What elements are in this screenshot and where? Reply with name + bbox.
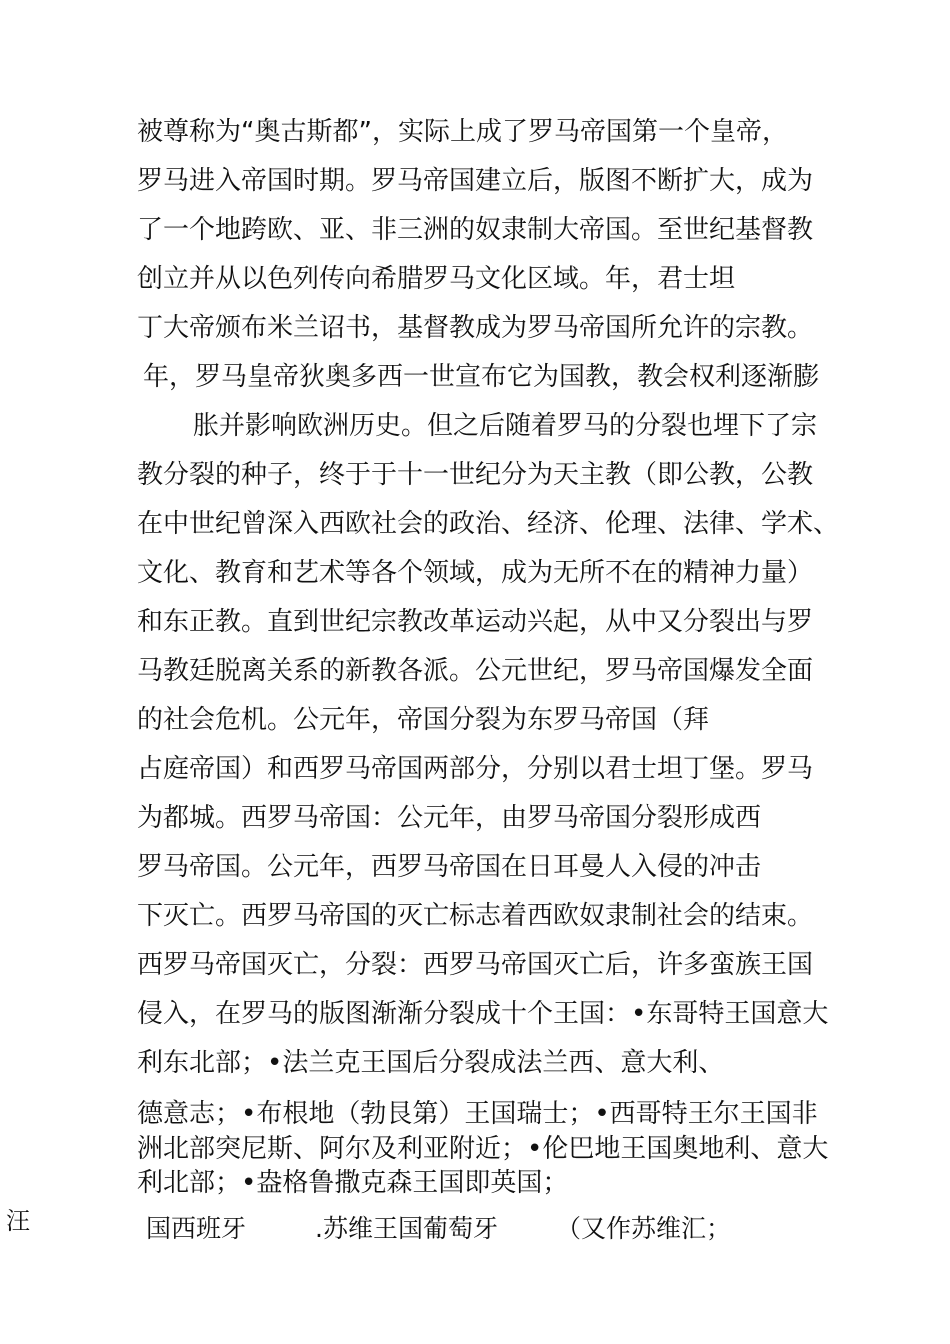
- text-line: 西罗马帝国灭亡，分裂：西罗马帝国灭亡后，许多蛮族王国: [137, 950, 814, 980]
- text-line: 胀并影响欧洲历史。但之后随着罗马的分裂也埋下了宗: [193, 411, 818, 441]
- margin-character: 汪: [6, 1207, 30, 1235]
- bottom-fragment: （又作苏维汇；: [556, 1214, 732, 1243]
- text-line: 侵入，在罗马的版图渐渐分裂成十个王国：•东哥特王国意大: [137, 999, 829, 1029]
- text-line: 为都城。西罗马帝国：公元年，由罗马帝国分裂形成西: [137, 803, 762, 833]
- text-line: 德意志；•布根地（勃艮第）王国瑞士；•西哥特王尔王国非: [137, 1099, 818, 1129]
- text-line: 的社会危机。公元年，帝国分裂为东罗马帝国（拜: [137, 705, 710, 735]
- text-line: 下灭亡。西罗马帝国的灭亡标志着西欧奴隶制社会的结束。: [137, 901, 814, 931]
- bottom-fragment: .苏维王国葡萄牙: [315, 1214, 498, 1243]
- text-line: 被尊称为“奥古斯都”，实际上成了罗马帝国第一个皇帝，: [137, 117, 788, 147]
- text-line: 罗马帝国。公元年，西罗马帝国在日耳曼人入侵的冲击: [137, 852, 762, 882]
- text-line: 创立并从以色列传向希腊罗马文化区域。年，君士坦: [137, 264, 736, 294]
- text-line: 在中世纪曾深入西欧社会的政治、经济、伦理、法律、学术、: [137, 509, 840, 539]
- text-line: 占庭帝国）和西罗马帝国两部分，分别以君士坦丁堡。罗马: [137, 754, 814, 784]
- text-line: 丁大帝颁布米兰诏书，基督教成为罗马帝国所允许的宗教。: [137, 313, 814, 343]
- text-line: 洲北部突尼斯、阿尔及利亚附近；•伦巴地王国奥地利、意大: [137, 1134, 829, 1164]
- text-line: 利北部；•盎格鲁撒克森王国即英国；: [137, 1168, 569, 1198]
- text-line: 利东北部；•法兰克王国后分裂成法兰西、意大利、: [137, 1048, 725, 1078]
- text-line: 文化、教育和艺术等各个领域，成为无所不在的精神力量）: [137, 558, 814, 588]
- bottom-fragment: 国西班牙: [146, 1214, 247, 1243]
- text-line: 年，罗马皇帝狄奥多西一世宣布它为国教，教会权利逐渐膨: [143, 362, 820, 392]
- text-line: 罗马进入帝国时期。罗马帝国建立后，版图不断扩大，成为: [137, 166, 814, 196]
- text-line: 马教廷脱离关系的新教各派。公元世纪，罗马帝国爆发全面: [137, 656, 814, 686]
- text-line: 教分裂的种子，终于于十一世纪分为天主教（即公教，公教: [137, 460, 814, 490]
- text-line: 和东正教。直到世纪宗教改革运动兴起，从中又分裂出与罗: [137, 607, 814, 637]
- text-line: 了一个地跨欧、亚、非三洲的奴隶制大帝国。至世纪基督教: [137, 215, 814, 245]
